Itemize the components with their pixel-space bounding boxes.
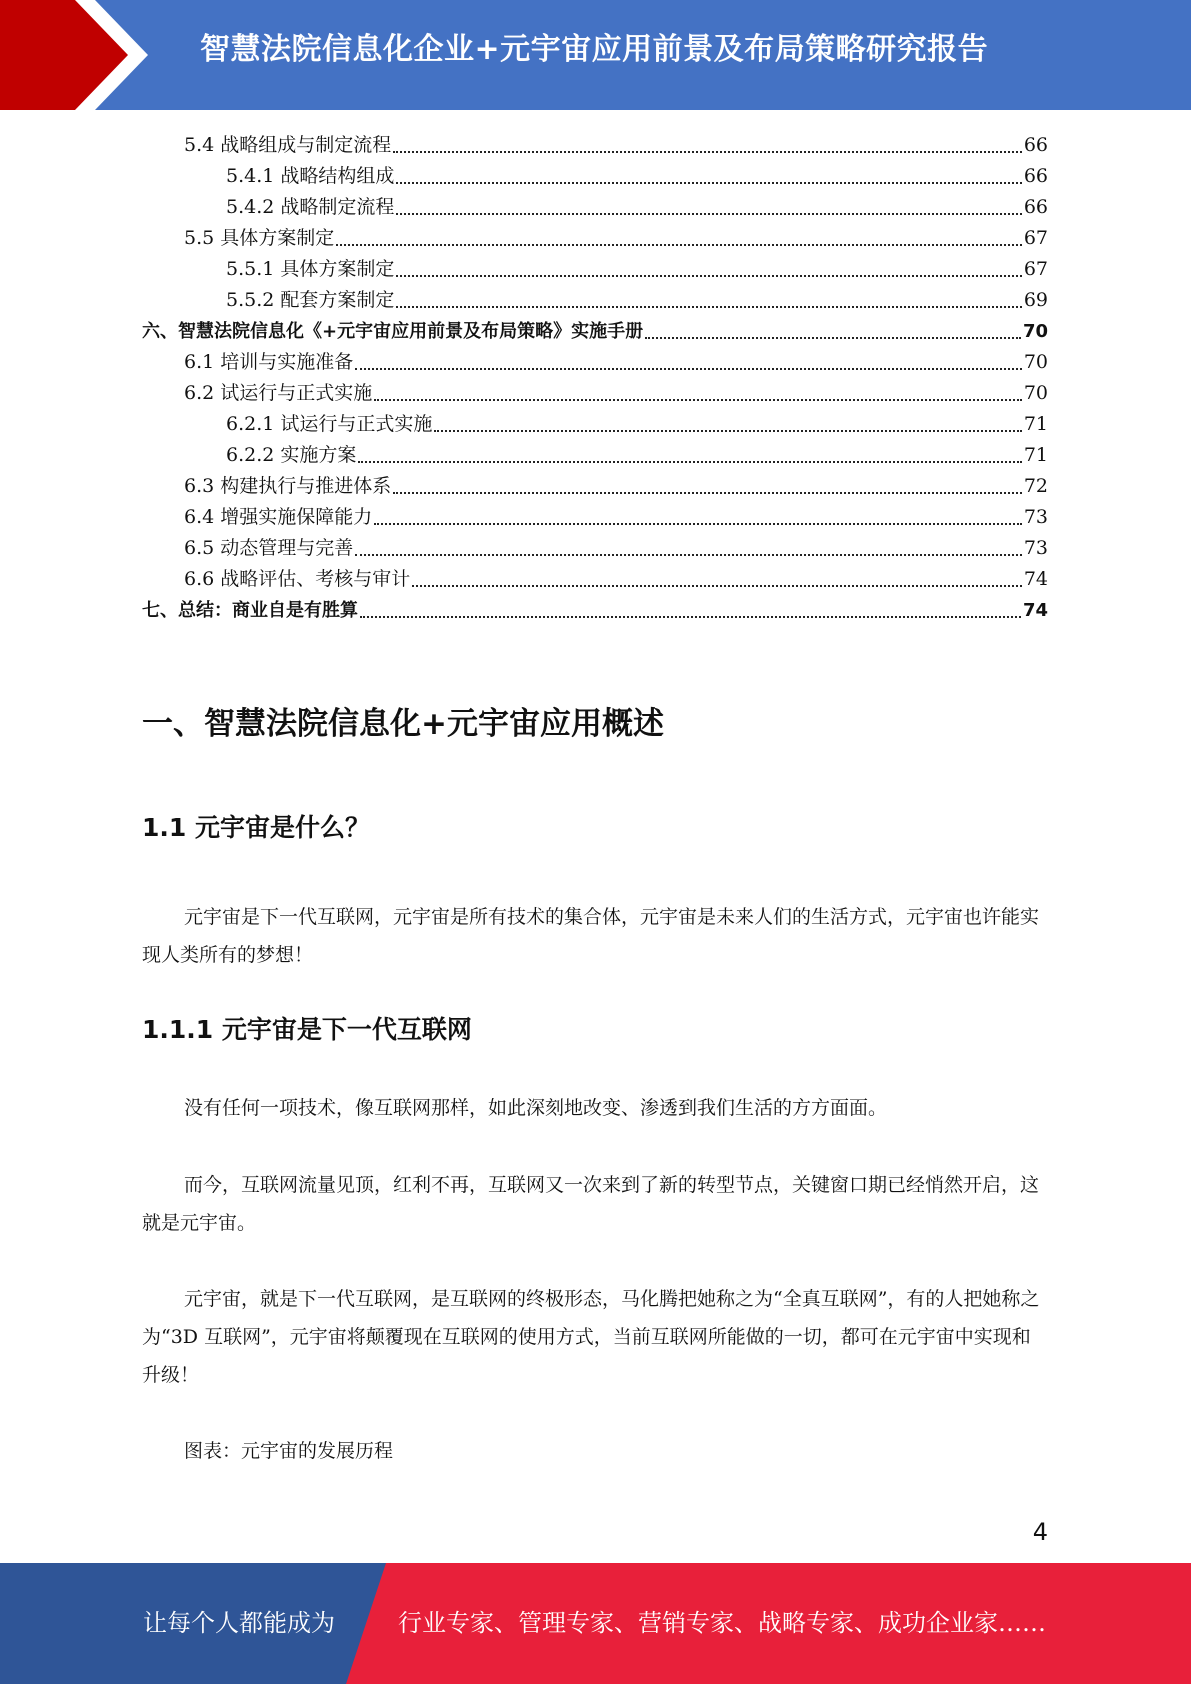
toc-entry-label: 6.2.2 实施方案 [226, 444, 357, 466]
toc-entry-page: 66 [1023, 165, 1048, 187]
toc-dot-leader [360, 615, 1021, 618]
subsection-heading: 1.1.1 元宇宙是下一代互联网 [142, 1015, 472, 1044]
toc-entry-label: 5.5.2 配套方案制定 [226, 289, 395, 311]
toc-dot-leader [358, 460, 1021, 463]
toc-dot-leader [374, 522, 1022, 525]
toc-entry-label: 6.2.1 试运行与正式实施 [226, 413, 433, 435]
toc-entry[interactable] [142, 130, 1048, 161]
toc-entry-label: 5.5.1 具体方案制定 [226, 258, 395, 280]
paragraph-3: 而今，互联网流量见顶，红利不再，互联网又一次来到了新的转型节点，关键窗口期已经悄然开启，这就是元宇宙。 [142, 1174, 1040, 1234]
toc-entry-page: 67 [1023, 227, 1048, 249]
toc-entry-page: 69 [1023, 289, 1048, 311]
toc-entry-label: 6.4 增强实施保障能力 [184, 506, 373, 528]
toc-dot-leader [393, 491, 1022, 494]
toc-dot-leader [396, 181, 1021, 184]
toc-entry-page: 70 [1023, 351, 1048, 373]
toc-entry[interactable] [142, 316, 1048, 347]
toc-entry-label: 6.1 培训与实施准备 [184, 351, 354, 373]
chapter-heading: 一、智慧法院信息化+元宇宙应用概述 [142, 706, 664, 742]
page-number: 4 [1032, 1518, 1048, 1546]
toc-dot-leader [396, 212, 1021, 215]
toc-entry[interactable] [142, 564, 1048, 595]
toc-entry-label: 六、智慧法院信息化《+元宇宙应用前景及布局策略》实施手册 [142, 321, 644, 342]
toc-entry-page: 71 [1023, 444, 1048, 466]
toc-entry-page: 70 [1022, 321, 1048, 342]
toc-entry-page: 74 [1023, 568, 1048, 590]
toc-entry[interactable] [142, 254, 1048, 285]
toc-entry[interactable] [142, 471, 1048, 502]
toc-entry-label: 6.6 战略评估、考核与审计 [184, 568, 411, 590]
footer-slogan-right: 行业专家、管理专家、营销专家、战略专家、成功企业家…… [398, 1609, 1046, 1637]
toc-dot-leader [396, 274, 1021, 277]
toc-dot-leader [412, 584, 1022, 587]
toc-dot-leader [645, 336, 1021, 339]
toc-dot-leader [434, 429, 1021, 432]
toc-entry[interactable] [142, 502, 1048, 533]
toc-entry[interactable] [142, 161, 1048, 192]
toc-entry-label: 6.2 试运行与正式实施 [184, 382, 373, 404]
document-title: 智慧法院信息化企业+元宇宙应用前景及布局策略研究报告 [200, 32, 989, 67]
toc-entry[interactable] [142, 595, 1048, 626]
toc-entry-page: 74 [1022, 600, 1048, 621]
toc-dot-leader [393, 150, 1022, 153]
toc-entry-page: 72 [1023, 475, 1048, 497]
toc-entry-label: 七、总结：商业自是有胜算 [142, 600, 358, 621]
toc-entry[interactable] [142, 223, 1048, 254]
toc-entry[interactable] [142, 347, 1048, 378]
figure-caption: 图表：元宇宙的发展历程 [184, 1440, 394, 1462]
toc-entry-page: 66 [1023, 196, 1048, 218]
toc-entry[interactable] [142, 533, 1048, 564]
paragraph-1: 元宇宙是下一代互联网，元宇宙是所有技术的集合体，元宇宙是未来人们的生活方式，元宇宙也许能实现人类所有的梦想！ [142, 906, 1040, 966]
footer-slogan-left: 让每个人都能成为 [143, 1609, 335, 1637]
toc-entry-page: 71 [1023, 413, 1048, 435]
toc-entry-page: 73 [1023, 537, 1048, 559]
toc-entry-page: 70 [1023, 382, 1048, 404]
toc-entry[interactable] [142, 378, 1048, 409]
toc-entry-label: 5.4.1 战略结构组成 [226, 165, 395, 187]
paragraph-2: 没有任何一项技术，像互联网那样，如此深刻地改变、渗透到我们生活的方方面面。 [184, 1097, 888, 1119]
toc-entry-label: 6.3 构建执行与推进体系 [184, 475, 392, 497]
paragraph-4: 元宇宙，就是下一代互联网，是互联网的终极形态，马化腾把她称之为“全真互联网”，有的人把她称之为“3D 互联网”，元宇宙将颠覆现在互联网的使用方式，当前互联网所能做的一切，都可在元宇宙中实现和升级！ [142, 1288, 1040, 1386]
table-of-contents [142, 130, 1048, 626]
toc-dot-leader [396, 305, 1021, 308]
page-header [0, 0, 1191, 110]
toc-entry-label: 6.5 动态管理与完善 [184, 537, 354, 559]
section-heading: 1.1 元宇宙是什么？ [142, 813, 370, 842]
toc-entry-label: 5.5 具体方案制定 [184, 227, 335, 249]
toc-entry[interactable] [142, 409, 1048, 440]
toc-dot-leader [336, 243, 1022, 246]
toc-dot-leader [355, 553, 1022, 556]
toc-entry-label: 5.4.2 战略制定流程 [226, 196, 395, 218]
toc-entry-page: 73 [1023, 506, 1048, 528]
toc-entry-page: 67 [1023, 258, 1048, 280]
toc-dot-leader [355, 367, 1022, 370]
toc-entry[interactable] [142, 192, 1048, 223]
toc-dot-leader [374, 398, 1022, 401]
page-footer [0, 1563, 1191, 1684]
toc-entry[interactable] [142, 285, 1048, 316]
toc-entry-label: 5.4 战略组成与制定流程 [184, 134, 392, 156]
toc-entry[interactable] [142, 440, 1048, 471]
toc-entry-page: 66 [1023, 134, 1048, 156]
